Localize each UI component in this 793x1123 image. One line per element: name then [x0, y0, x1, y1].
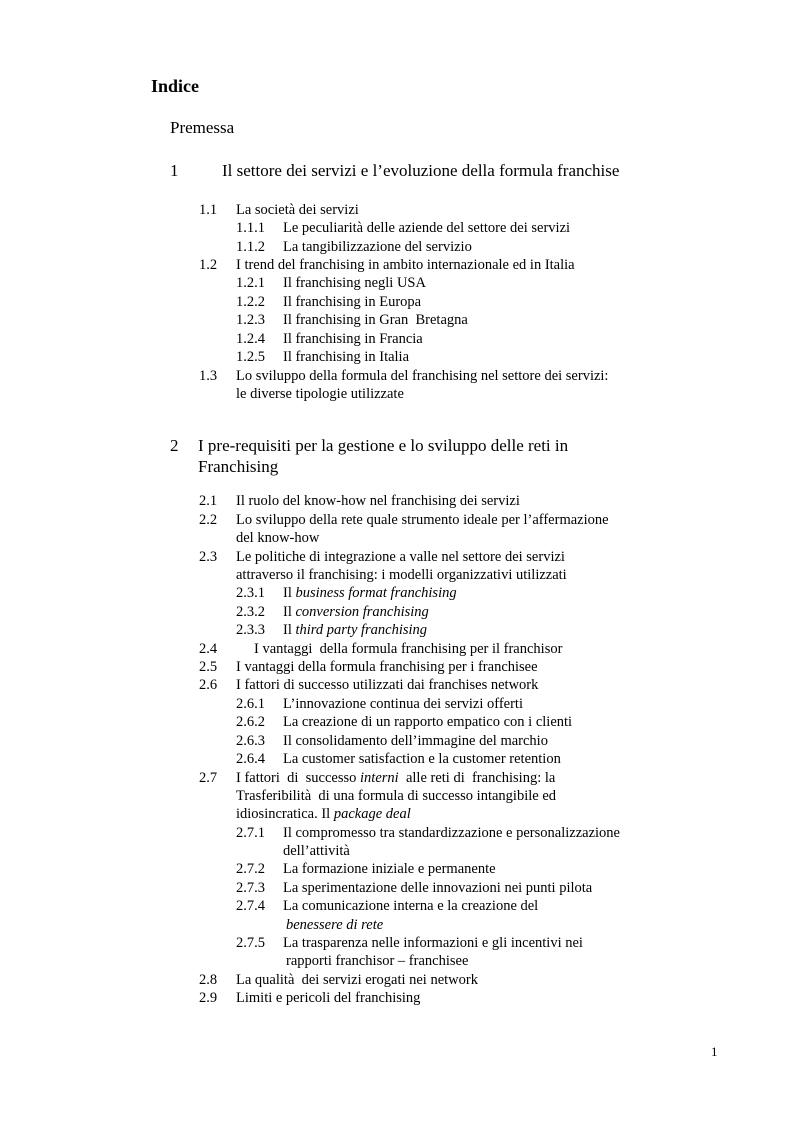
toc-entry-text-continued: le diverse tipologie utilizzate	[236, 386, 404, 402]
toc-entry-text: Il franchising in Francia	[283, 331, 423, 347]
toc-entry-text: Il third party franchising	[283, 622, 428, 638]
toc-entry-number: 2.7.3	[236, 880, 265, 896]
toc-chapter-2-title: I pre-requisiti per la gestione e lo sviluppo delle reti in	[198, 436, 569, 455]
toc-entry-number: 2.6.3	[236, 733, 265, 749]
toc-entry-text: Il franchising in Gran Bretagna	[283, 312, 468, 328]
toc-entry-number: 2.7	[199, 770, 218, 786]
toc-entry-text: La formazione iniziale e permanente	[283, 861, 496, 877]
toc-entry-number: 2.7.1	[236, 825, 265, 841]
toc-chapter-2-title-continued: Franchising	[198, 457, 279, 476]
toc-entry-text: Il consolidamento dell’immagine del marchio	[283, 733, 548, 749]
toc-entry-text: I fattori di successo interni alle reti di franchising: la	[236, 770, 556, 786]
toc-entry-text: La società dei servizi	[236, 202, 359, 218]
toc-entry-text: Il ruolo del know-how nel franchising dei servizi	[236, 493, 520, 509]
toc-entry-number: 2.6.4	[236, 751, 265, 767]
toc-entry-number: 2.7.5	[236, 935, 265, 951]
toc-entry-text-continued: Trasferibilità di una formula di successo intangibile ed	[236, 788, 557, 804]
toc-entry-text: Il business format franchising	[283, 585, 457, 601]
toc-entry-text: Lo sviluppo della formula del franchising nel settore dei servizi:	[236, 368, 609, 384]
toc-entry-number: 1.2.5	[236, 349, 265, 365]
toc-entry-text: La qualità dei servizi erogati nei network	[236, 972, 478, 988]
toc-entry-text: Il franchising in Europa	[283, 294, 422, 310]
toc-entry-number: 2.3.3	[236, 622, 265, 638]
toc-entry-text: L’innovazione continua dei servizi offerti	[283, 696, 523, 712]
toc-entry-number: 1.1.1	[236, 220, 265, 236]
toc-entry-text-continued: del know-how	[236, 530, 320, 546]
toc-entry-text: La creazione di un rapporto empatico con i clienti	[283, 714, 573, 730]
toc-entry-number: 1.1.2	[236, 239, 265, 255]
toc-entry-number: 2.3.2	[236, 604, 265, 620]
toc-entry-number: 2.6.1	[236, 696, 265, 712]
toc-entry-text: La customer satisfaction e la customer retention	[283, 751, 561, 767]
toc-entry-number: 2.9	[199, 990, 218, 1006]
toc-entry-text-continued: benessere di rete	[286, 917, 384, 933]
toc-entry-text-continued: dell’attività	[283, 843, 350, 859]
toc-entry-text: La tangibilizzazione del servizio	[283, 239, 472, 255]
toc-entry-text: I trend del franchising in ambito internazionale ed in Italia	[236, 257, 575, 273]
toc-entry-number: 1.2.3	[236, 312, 265, 328]
toc-entry-text-continued: idiosincratica. Il package deal	[236, 806, 411, 822]
toc-entry-number: 2.6	[199, 677, 218, 693]
toc-entry-text: Limiti e pericoli del franchising	[236, 990, 421, 1006]
toc-chapter-1-number: 1	[170, 161, 179, 180]
toc-entry-number: 1.1	[199, 202, 218, 218]
toc-entry-number: 1.3	[199, 368, 218, 384]
toc-entry-number: 2.1	[199, 493, 218, 509]
toc-entry-number: 2.5	[199, 659, 218, 675]
toc-entry-number: 2.6.2	[236, 714, 265, 730]
toc-entry-number: 1.2.4	[236, 331, 265, 347]
toc-entry-number: 2.7.4	[236, 898, 265, 914]
toc-entry-text: Il conversion franchising	[283, 604, 429, 620]
page-title: Indice	[151, 76, 200, 96]
toc-premessa: Premessa	[170, 118, 235, 137]
toc-entry-text: La trasparenza nelle informazioni e gli incentivi nei	[283, 935, 583, 951]
toc-entry-text: Il compromesso tra standardizzazione e personalizzazione	[283, 825, 620, 841]
toc-entry-text: La comunicazione interna e la creazione del	[283, 898, 539, 914]
toc-entry-text: I vantaggi della formula franchising per il franchisor	[254, 641, 563, 657]
toc-entry-number: 2.8	[199, 972, 218, 988]
toc-entry-text: Le politiche di integrazione a valle nel settore dei servizi	[236, 549, 565, 565]
toc-entry-number: 2.4	[199, 641, 218, 657]
toc-entry-text: La sperimentazione delle innovazioni nei punti pilota	[283, 880, 593, 896]
toc-entry-number: 2.3.1	[236, 585, 265, 601]
toc-entry-number: 1.2	[199, 257, 218, 273]
toc-entry-text-continued: attraverso il franchising: i modelli organizzativi utilizzati	[236, 567, 567, 583]
toc-entry-text: Le peculiarità delle aziende del settore dei servizi	[283, 220, 571, 236]
toc-entry-number: 2.3	[199, 549, 218, 565]
toc-entry-text-continued: rapporti franchisor – franchisee	[286, 953, 469, 969]
toc-entry-text: I vantaggi della formula franchising per i franchisee	[236, 659, 538, 675]
toc-entry-number: 1.2.1	[236, 275, 265, 291]
toc-entry-text: I fattori di successo utilizzati dai franchises network	[236, 677, 539, 693]
toc-chapter-1-title: Il settore dei servizi e l’evoluzione della formula franchise	[222, 161, 620, 180]
toc-entry-text: Il franchising negli USA	[283, 275, 426, 291]
toc-entry-text: Lo sviluppo della rete quale strumento ideale per l’affermazione	[236, 512, 609, 528]
toc-entry-number: 1.2.2	[236, 294, 265, 310]
toc-entry-text: Il franchising in Italia	[283, 349, 410, 365]
toc-entry-number: 2.2	[199, 512, 218, 528]
toc-chapter-2-number: 2	[170, 436, 179, 455]
toc-entry-number: 2.7.2	[236, 861, 265, 877]
page-number: 1	[711, 1044, 718, 1059]
